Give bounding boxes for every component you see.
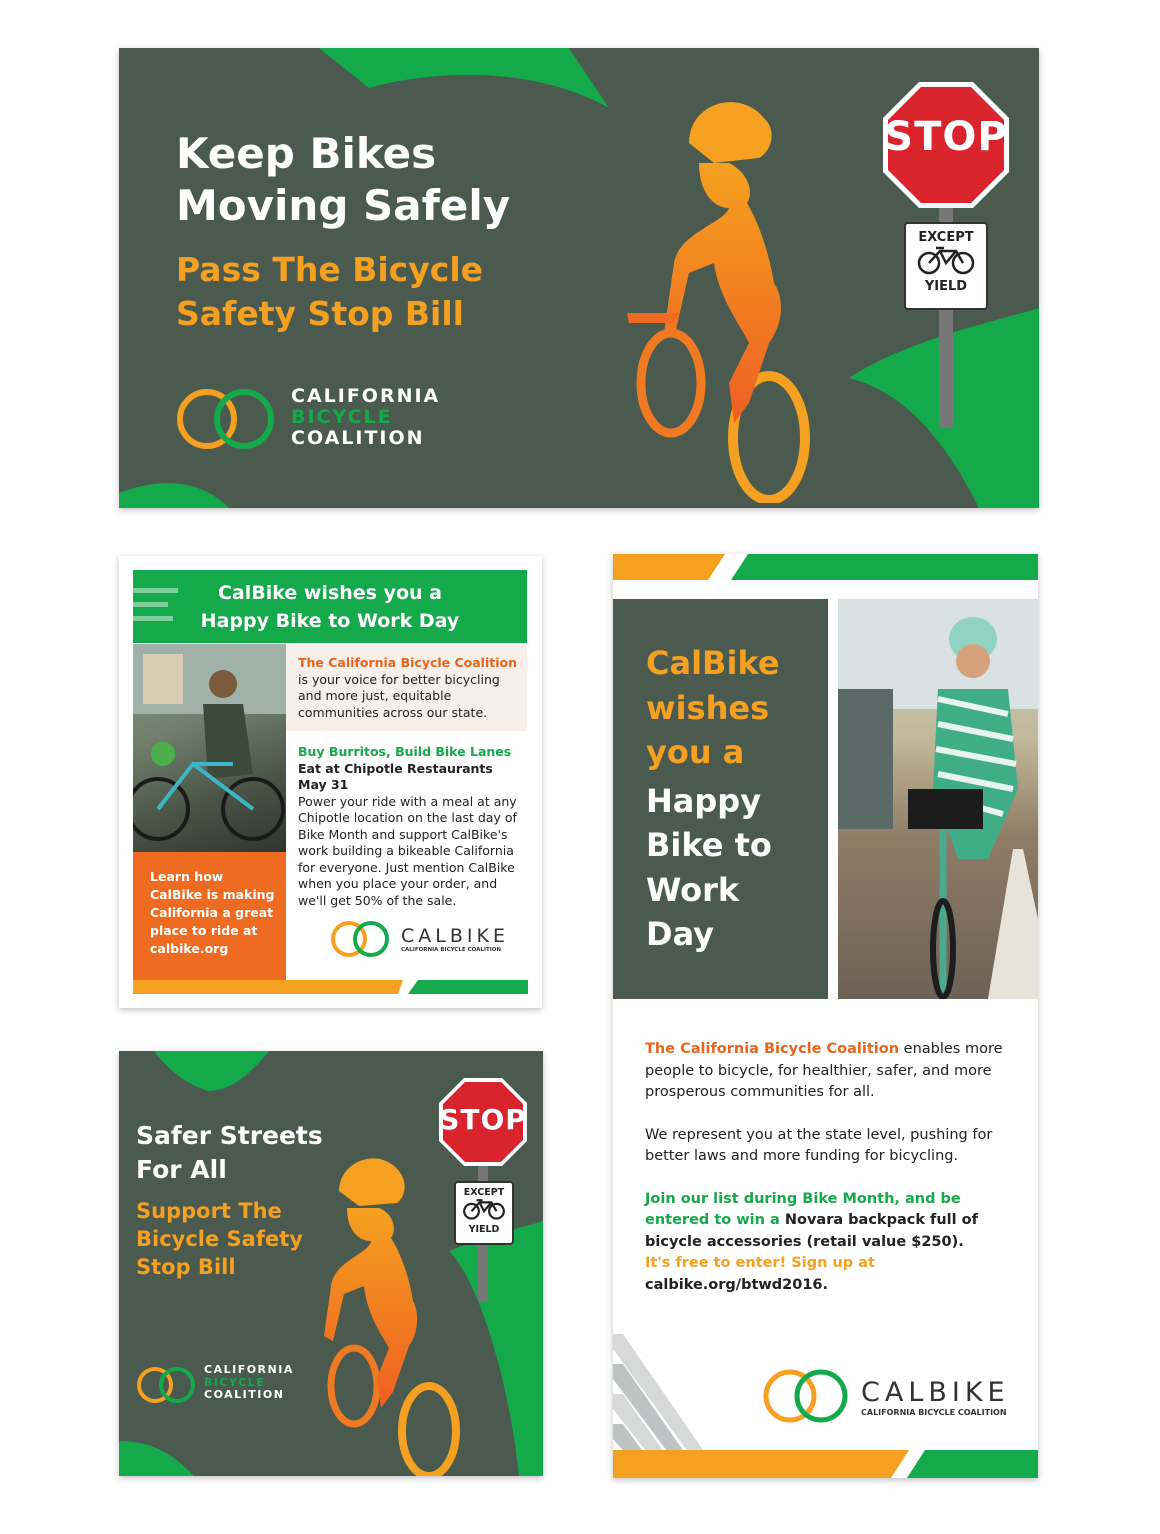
photo-bike-icon [133, 644, 286, 852]
bicycle-icon [916, 245, 976, 275]
cyclist-silhouette-icon [319, 1146, 469, 1476]
tall-logo-text: CALBIKE CALIFORNIA BICYCLE COALITION [861, 1377, 1010, 1417]
rider-photo [838, 599, 1038, 999]
small-square-ad [119, 1051, 543, 1476]
learn-more-box: Learn how CalBike is making California a great place to ride at calbike.org [133, 852, 286, 980]
small-headline: Safer Streets For All [136, 1121, 323, 1184]
calbike-rings-logo-icon [174, 386, 279, 452]
small-subhead: Support The Bicycle Safety Stop Bill [136, 1199, 303, 1279]
except-yield-sign: EXCEPT YIELD [904, 222, 988, 310]
square-logo-text: CALBIKE CALIFORNIA BICYCLE COALITION [401, 925, 509, 953]
photo-rider-icon [838, 599, 1038, 999]
bottom-stripes [133, 980, 528, 994]
greeting-panel: CalBike wishes you a Happy Bike to Work Day [613, 599, 828, 999]
square-header: CalBike wishes you a Happy Bike to Work Day [133, 570, 527, 643]
calbike-rings-logo-icon [761, 1366, 851, 1426]
banner-subhead: Pass The Bicycle Safety Stop Bill [176, 250, 484, 333]
small-logo-text: CALIFORNIA BICYCLE COALITION [204, 1363, 294, 1401]
cyclist-silhouette-icon [619, 83, 839, 503]
learn-url-link[interactable]: calbike.org [150, 941, 229, 956]
bottom-stripes [613, 1450, 1038, 1478]
banner-ad [119, 48, 1039, 508]
square-ad [119, 556, 542, 1008]
banner-headline: Keep Bikes Moving Safely [176, 129, 511, 230]
family-bike-photo [133, 644, 286, 852]
stop-sign-label: STOP [439, 1103, 527, 1136]
calbike-rings-logo-icon [329, 919, 393, 959]
except-yield-sign: EXCEPT YIELD [454, 1181, 514, 1245]
top-stripes [613, 554, 1038, 580]
promo-text: Buy Burritos, Build Bike Lanes Eat at Chipotle Restaurants May 31 Power your ride with a meal at any Chipotle location on the last day of Bike Month and support CalBike's work building a bikeable California for everyone. Just mention CalBike when you place your order, and we'll get 50% of the sale. [298, 744, 517, 908]
stop-sign-label: STOP [884, 114, 1008, 160]
speed-lines-icon [133, 582, 183, 632]
intro-box: The California Bicycle Coalition is your voice for better bicycling and more just, equitable communities across our state. [286, 644, 527, 731]
calbike-rings-logo-icon [135, 1365, 199, 1405]
signup-url-link[interactable]: calbike.org/btwd2016. [645, 1276, 829, 1293]
banner-logo-text: CALIFORNIA BICYCLE COALITION [291, 385, 441, 449]
tall-ad [613, 554, 1038, 1478]
tall-body-text: The California Bicycle Coalition enables more people to bicycle, for healthier, safer, and more prosperous communities for all. We represent you at the state level, pushing for better laws and more funding for bicycling. Join our list during Bike Month, and be entered to win a Novara backpack full of bicycle accessories (retail value $250). It's free to enter! Sign up at calbike.org/btwd2016. [645, 1039, 1007, 1296]
bicycle-icon [462, 1198, 506, 1220]
